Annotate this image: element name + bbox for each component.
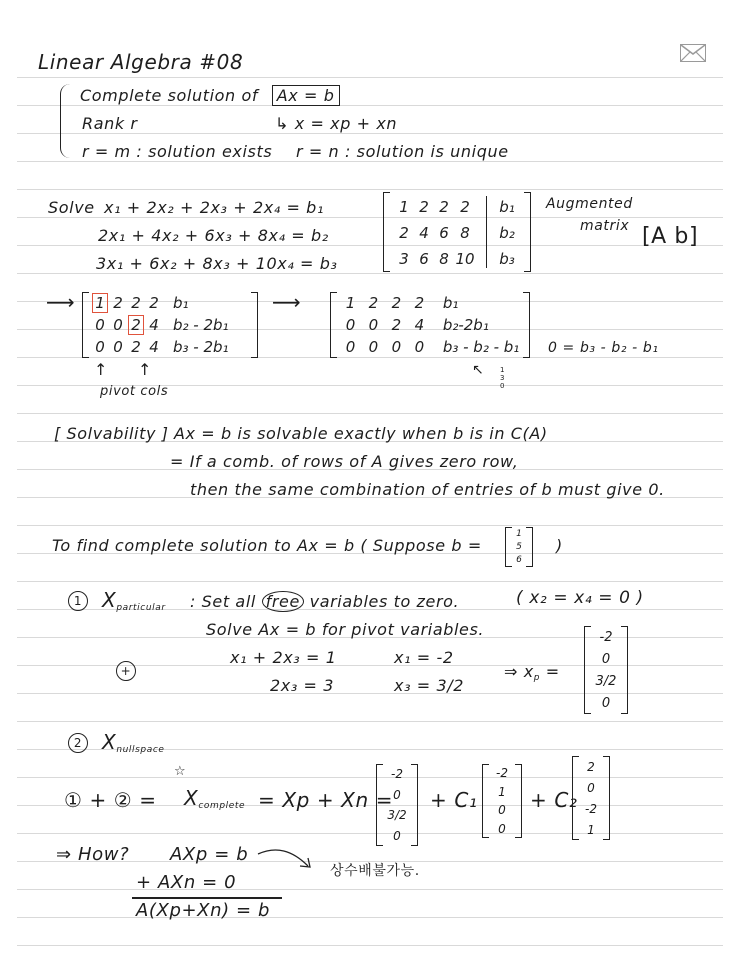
vector-entry: 1 xyxy=(587,822,595,837)
matrix-cell: 3 xyxy=(399,250,409,268)
existence-condition: r = m : solution exists xyxy=(82,142,273,161)
matrix-cell: 0 xyxy=(113,316,123,334)
step-1-marker xyxy=(68,590,88,611)
circled-number: 2 xyxy=(68,733,88,753)
note-value: 1 xyxy=(500,366,505,374)
vector-entry: -2 xyxy=(585,801,597,816)
rule-line xyxy=(17,105,723,106)
matrix-cell: 0 xyxy=(95,316,105,334)
vector-entry: 3/2 xyxy=(595,673,617,689)
solvability-line-2: = If a comb. of rows of A gives zero row, xyxy=(170,452,519,471)
rule-line xyxy=(17,189,723,190)
equation-3: 3x₁ + 6x₂ + 8x₃ + 10x₄ = b₃ xyxy=(96,254,338,273)
matrix-cell: b₃ - b₂ - b₁ xyxy=(442,338,520,356)
matrix-cell: 2 xyxy=(439,198,449,216)
subscript: p xyxy=(533,673,541,683)
solve-label: Solve xyxy=(48,198,95,217)
matrix-cell: b₂-2b₁ xyxy=(442,316,489,334)
vector-entry: 0 xyxy=(498,803,506,818)
x-symbol: X xyxy=(102,730,117,754)
pivot-equation-2: 2x₃ = 3 xyxy=(270,676,335,695)
envelope-icon[interactable] xyxy=(680,44,706,62)
complete-solution-heading: To find complete solution to Ax = b ( Suppose b = xyxy=(52,536,482,555)
matrix-cell: b₃ xyxy=(499,250,515,268)
augment-separator xyxy=(486,196,487,268)
circled-plus: + xyxy=(116,661,136,681)
xp-symbol: ⇒ x xyxy=(504,662,534,681)
matrix-cell: 2 xyxy=(149,294,159,312)
special-solution-1 xyxy=(482,764,522,838)
star-icon: ☆ xyxy=(174,764,187,779)
vector-entry: 1 xyxy=(498,784,506,799)
matrix-cell: 4 xyxy=(149,338,159,356)
diagonal-arrow-icon: ↖ xyxy=(472,362,485,378)
subscript: nullspace xyxy=(116,745,165,755)
augmented-label: Augmented xyxy=(546,196,633,212)
matrix-cell: 2 xyxy=(419,198,429,216)
free-vars-note: ( x₂ = x₄ = 0 ) xyxy=(516,588,644,608)
page-title: Linear Algebra #08 xyxy=(38,50,244,74)
up-arrow-icon: ↑ xyxy=(138,360,153,379)
rule-line xyxy=(17,133,723,134)
equation-1: x₁ + 2x₂ + 2x₃ + 2x₄ = b₁ xyxy=(104,198,324,217)
brace xyxy=(60,84,71,158)
plus-circle-icon xyxy=(116,660,136,681)
x-complete-label xyxy=(184,786,245,811)
matrix-cell: 1 xyxy=(399,198,409,216)
matrix-cell: 8 xyxy=(460,224,470,242)
sum-lhs: ① + ② = xyxy=(64,788,157,812)
vector-entry: 3/2 xyxy=(387,808,407,823)
how-line-1: AXp = b xyxy=(170,844,249,865)
vector-entry: -2 xyxy=(391,767,403,782)
arrow-icon: ⟶ xyxy=(272,290,302,314)
vector-entry: 0 xyxy=(601,651,611,667)
matrix-cell: 2 xyxy=(131,338,141,356)
matrix-cell: b₁ xyxy=(173,294,189,312)
vector-entry: 6 xyxy=(516,555,522,566)
matrix-cell: b₂ - 2b₁ xyxy=(173,316,229,334)
matrix-cell: 6 xyxy=(419,250,429,268)
step-2-marker xyxy=(68,732,88,753)
matrix-cell: 0 xyxy=(368,338,379,356)
pivot-box: 1 xyxy=(92,293,108,313)
matrix-cell: 4 xyxy=(414,316,425,334)
matrix-cell: 2 xyxy=(460,198,470,216)
rule-line xyxy=(17,917,723,918)
vector-entry: 0 xyxy=(587,780,595,795)
b-vector xyxy=(505,527,533,567)
matrix-cell: 8 xyxy=(439,250,449,268)
uniqueness-condition: r = n : solution is unique xyxy=(296,142,509,161)
xp-plus-xn: = Xp + Xn = xyxy=(258,788,394,812)
solvability-condition: 0 = b₃ - b₂ - b₁ xyxy=(548,340,659,356)
matrix-cell: b₃ - 2b₁ xyxy=(173,338,229,356)
rule-line xyxy=(17,889,723,890)
rule-line xyxy=(17,245,723,246)
vector-entry: 0 xyxy=(393,787,401,802)
equation-2: 2x₁ + 4x₂ + 6x₃ + 8x₄ = b₂ xyxy=(98,226,329,245)
matrix-cell: 2 xyxy=(399,224,409,242)
matrix-cell: b₂ xyxy=(499,224,515,242)
rank-label: Rank r xyxy=(82,114,138,133)
rule-line xyxy=(17,161,723,162)
vector-entry: 0 xyxy=(498,821,506,836)
vector-entry: -2 xyxy=(496,766,508,781)
pivot-solution-1: x₁ = -2 xyxy=(394,648,454,667)
matrix-cell: 0 xyxy=(345,316,356,334)
matrix-cell: 0 xyxy=(113,338,123,356)
rule-line xyxy=(17,581,723,582)
arrow-icon: ⟶ xyxy=(46,290,76,314)
x-symbol: X xyxy=(184,786,199,810)
intro-text: Complete solution of xyxy=(80,86,259,105)
c2-term: + C₂ xyxy=(530,788,578,812)
rule-line xyxy=(17,945,723,946)
matrix-label: matrix xyxy=(580,218,630,234)
rule-line xyxy=(17,77,723,78)
xp-vector xyxy=(584,626,628,714)
xp-label: ⇒ $x_p$ = xyxy=(504,662,560,683)
pivot-cols-label: pivot cols xyxy=(100,384,169,399)
matrix-cell: 2 xyxy=(414,294,425,312)
matrix-cell: 0 xyxy=(345,338,356,356)
decomposition: ↳ x = xp + xn xyxy=(275,114,398,133)
rule-line xyxy=(17,525,723,526)
x-nullspace-label xyxy=(102,730,165,755)
ab-notation: [A b] xyxy=(642,224,699,249)
matrix-cell: 10 xyxy=(455,250,475,268)
step-1-instruction xyxy=(190,592,459,611)
subscript: particular xyxy=(116,603,166,613)
rule-line xyxy=(17,777,723,778)
rule-line xyxy=(17,833,723,834)
sum-underline xyxy=(132,897,282,899)
pivot-box: 2 xyxy=(128,315,144,335)
note-value: 3 xyxy=(500,374,505,382)
elimination-matrix-1 xyxy=(82,292,258,358)
up-arrow-icon: ↑ xyxy=(94,360,109,379)
vector-entry: 0 xyxy=(601,695,611,711)
solvability-line-3: then the same combination of entries of b must give 0. xyxy=(190,480,665,499)
circled-free: free xyxy=(262,591,304,612)
circled-number: 1 xyxy=(68,591,88,611)
matrix-cell: b₁ xyxy=(499,198,515,216)
rule-line xyxy=(17,413,723,414)
step-1-line-2: Solve Ax = b for pivot variables. xyxy=(206,620,485,639)
matrix-cell: 2 xyxy=(391,316,402,334)
matrix-cell: b₁ xyxy=(442,294,459,312)
x-particular-label xyxy=(102,588,166,613)
vector-entry: 0 xyxy=(393,828,401,843)
how-label: ⇒ How? xyxy=(56,844,130,865)
instruction-text: : Set all xyxy=(190,592,256,611)
rule-line xyxy=(17,721,723,722)
rule-line xyxy=(17,273,723,274)
curved-arrow-icon xyxy=(256,846,326,876)
instruction-text: variables to zero. xyxy=(309,592,460,611)
matrix-cell: 1 xyxy=(345,294,356,312)
matrix-cell: 4 xyxy=(149,316,159,334)
matrix-cell: 6 xyxy=(439,224,449,242)
matrix-cell: 0 xyxy=(368,316,379,334)
intro-line1 xyxy=(80,86,340,105)
xp-vector-sum xyxy=(376,764,418,846)
vector-entry: 1 xyxy=(516,528,522,539)
subscript: complete xyxy=(198,801,246,811)
korean-note: 상수배불가능. xyxy=(330,863,420,879)
vector-entry: 5 xyxy=(516,541,522,552)
how-line-2: + AXn = 0 xyxy=(136,872,237,893)
c1-term: + C₁ xyxy=(430,788,478,812)
how-line-3: A(Xp+Xn) = b xyxy=(136,900,271,921)
note-value: 0 xyxy=(500,382,505,390)
solvability-line-1: Ax = b is solvable exactly when b is in C(A) xyxy=(174,424,548,443)
special-solution-2 xyxy=(572,756,610,840)
matrix-cell: 2 xyxy=(113,294,123,312)
matrix-cell: 0 xyxy=(414,338,425,356)
x-symbol: X xyxy=(102,588,117,612)
matrix-cell: 0 xyxy=(95,338,105,356)
matrix-cell: 2 xyxy=(368,294,379,312)
augmented-matrix xyxy=(383,192,531,272)
vector-entry: -2 xyxy=(599,629,613,645)
solvability-tag: [ Solvability ] xyxy=(54,424,169,443)
boxed-equation: Ax = b xyxy=(272,85,340,106)
matrix-cell: 2 xyxy=(391,294,402,312)
pivot-equation-1: x₁ + 2x₃ = 1 xyxy=(230,648,337,667)
pivot-solution-2: x₃ = 3/2 xyxy=(394,676,465,695)
vector-entry: 2 xyxy=(587,759,595,774)
matrix-cell: 4 xyxy=(419,224,429,242)
matrix-cell: 2 xyxy=(131,294,141,312)
matrix-cell: 0 xyxy=(391,338,402,356)
small-vector-note xyxy=(500,366,504,390)
heading-close: ) xyxy=(556,536,563,555)
elimination-matrix-2 xyxy=(330,292,530,358)
